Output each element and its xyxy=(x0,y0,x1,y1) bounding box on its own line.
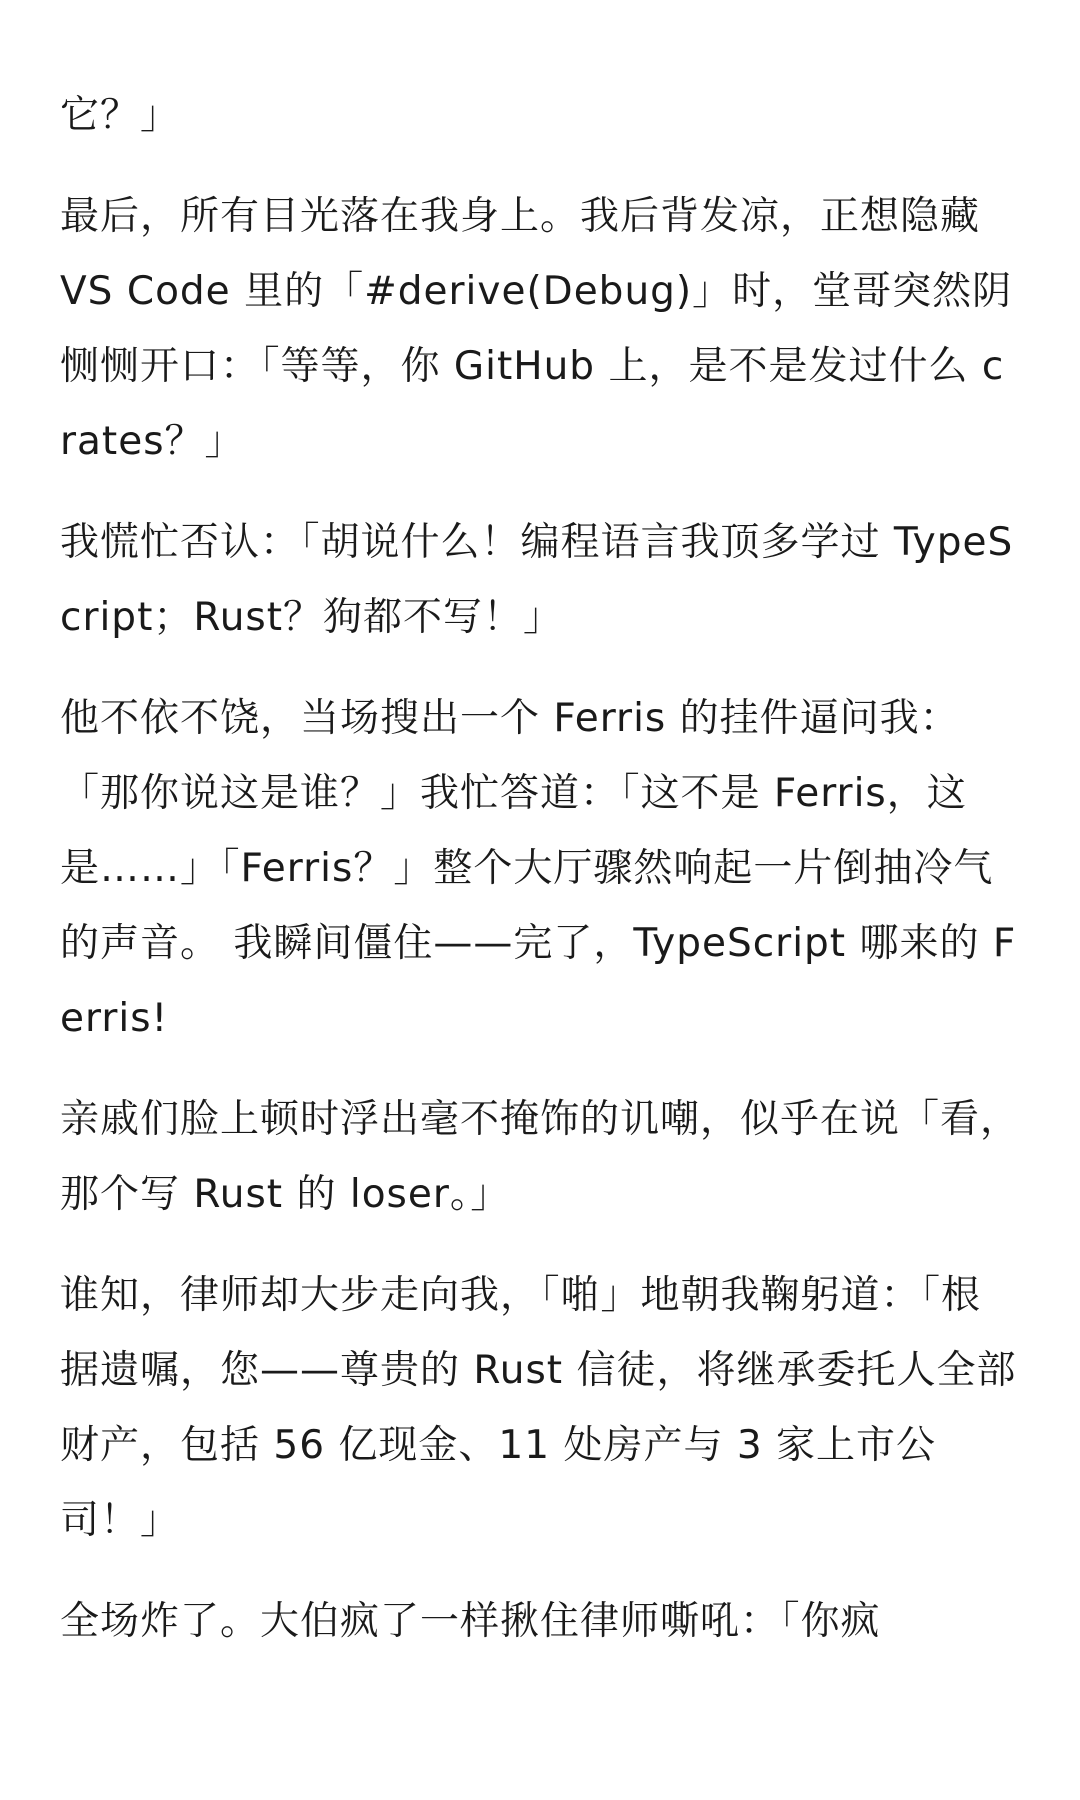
paragraph-github-question: 最后，所有目光落在我身上。我后背发凉，正想隐藏 VS Code 里的「#derive(Debug)」时，堂哥突然阴恻恻开口：「等等，你 GitHub 上，是不是发过什么 crates？」 xyxy=(60,194,1013,464)
paragraph-denial: 我慌忙否认：「胡说什么！编程语言我顶多学过 TypeScript；Rust？狗都不写！」 xyxy=(60,520,1014,640)
paragraph-relatives-mock: 亲戚们脸上顿时浮出毫不掩饰的讥嘲，似乎在说「看，那个写 Rust 的 loser。」 xyxy=(60,1097,1021,1217)
paragraph-lawyer-inheritance: 谁知，律师却大步走向我，「啪」地朝我鞠躬道：「根据遗嘱，您——尊贵的 Rust 信徒，将继承委托人全部财产，包括 56 亿现金、11 处房产与 3 家上市公司！」 xyxy=(60,1273,1017,1543)
paragraph-continuation: 它？」 xyxy=(60,93,181,138)
paragraph-uproar: 全场炸了。大伯疯了一样揪住律师嘶吼：「你疯 xyxy=(60,1599,881,1644)
paragraph-ferris-reveal: 他不依不饶，当场搜出一个 Ferris 的挂件逼问我：「那你说这是谁？」我忙答道：「这不是 Ferris，这是……」「Ferris？」整个大厅骤然响起一片倒抽冷气的声音。 我瞬间僵住——完了，TypeScript 哪来的 Ferris! xyxy=(60,696,1017,1041)
